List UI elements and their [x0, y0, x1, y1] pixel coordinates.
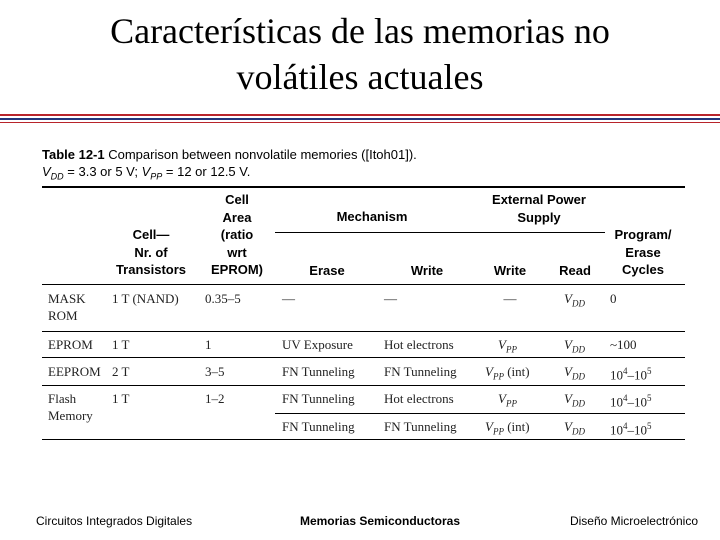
row-flash-supply-write: $V_{PP}$ — [498, 391, 517, 409]
caption-line-2: $V_{DD} = 3.3$ or 5 V; $V_{PP} = 12$ or 12.5 V. — [42, 164, 251, 182]
row-flash-erase: FN Tunneling — [282, 391, 355, 406]
row-flash2-supply-write: $V_{PP}$ (int) — [485, 419, 530, 437]
slide-title — [0, 8, 720, 100]
title-rule-blue — [0, 118, 720, 120]
row-eeprom-transistors: 2 T — [112, 364, 130, 379]
row-mask-rom-cycles: 0 — [610, 291, 617, 306]
row-flash-cycles: $10^4-10^5$ — [610, 393, 652, 410]
row-flash-write: Hot electrons — [384, 391, 454, 406]
title-rule-red-thin — [0, 122, 720, 123]
row-rule-3 — [42, 385, 685, 386]
row-eprom-erase: UV Exposure — [282, 337, 353, 352]
header-cell-transistors: Cell— Nr. of Transistors — [115, 227, 187, 277]
row-eprom-supply-read: $V_{DD}$ — [564, 337, 585, 355]
row-flash-area: 1–2 — [205, 391, 225, 406]
row-mask-rom-erase: — — [282, 291, 295, 306]
table-top-rule — [42, 186, 685, 188]
row-eeprom-cycles: $10^4-10^5$ — [610, 366, 652, 383]
header-write: Write — [410, 263, 444, 278]
row-mask-rom-type: MASK ROM — [48, 291, 86, 323]
row-eeprom-type: EEPROM — [48, 364, 101, 379]
table-caption — [42, 146, 682, 186]
header-external-power: External Power Supply — [492, 192, 586, 225]
header-program-erase: Program/ Erase Cycles — [614, 227, 672, 277]
header-supply-read: Read — [559, 263, 591, 278]
table-bottom-rule — [42, 439, 685, 440]
footer-left: Circuitos Integrados Digitales — [36, 514, 193, 528]
row-rule-2 — [42, 357, 685, 358]
row-flash2-write: FN Tunneling — [384, 419, 457, 434]
header-rule — [42, 284, 685, 285]
row-flash-transistors: 1 T — [112, 391, 130, 406]
footer-right: Diseño Microelectrónico — [569, 514, 698, 528]
row-mask-rom-transistors: 1 T (NAND) — [112, 291, 179, 306]
title-rule-red — [0, 114, 720, 116]
row-mask-rom-write: — — [384, 291, 397, 306]
row-eeprom-supply-write: $V_{PP}$ (int) — [485, 364, 530, 382]
row-flash2-cycles: $10^4-10^5$ — [610, 421, 652, 438]
header-cell-area: Cell Area (ratio wrt EPROM) — [211, 192, 263, 277]
footer-center: Memorias Semiconductoras — [299, 514, 461, 528]
row-eprom-transistors: 1 T — [112, 337, 130, 352]
row-eeprom-supply-read: $V_{DD}$ — [564, 364, 585, 382]
title-line-1: Características de las memorias no — [110, 11, 610, 51]
row-eeprom-write: FN Tunneling — [384, 364, 457, 379]
row-flash-supply-read: $V_{DD}$ — [564, 391, 585, 409]
header-mechanism: Mechanism — [336, 209, 408, 224]
comparison-table — [42, 186, 685, 440]
row-eeprom-area: 3–5 — [205, 364, 225, 379]
row-eprom-type: EPROM — [48, 337, 93, 352]
title-line-2: volátiles actuales — [236, 57, 484, 97]
row-flash-type: Flash Memory — [48, 391, 93, 423]
caption-text: Comparison between nonvolatile memories ([Itoh01]). — [104, 147, 417, 162]
row-eprom-write: Hot electrons — [384, 337, 454, 352]
row-mask-rom-supply-read: $V_{DD}$ — [564, 291, 585, 309]
caption-label: Table 12-1 — [42, 147, 105, 162]
row-eeprom-erase: FN Tunneling — [282, 364, 355, 379]
row-eprom-area: 1 — [205, 337, 212, 352]
row-rule-4 — [275, 413, 685, 414]
row-flash2-supply-read: $V_{DD}$ — [564, 419, 585, 437]
header-supply-write: Write — [493, 263, 527, 278]
mechanism-subrule — [275, 232, 605, 233]
row-eprom-supply-write: $V_{PP}$ — [498, 337, 517, 355]
header-erase: Erase — [309, 263, 345, 278]
row-mask-rom-area: 0.35–5 — [205, 291, 241, 306]
row-mask-rom-supply-write: — — [503, 291, 517, 306]
row-flash2-erase: FN Tunneling — [282, 419, 355, 434]
row-eprom-cycles: ~100 — [610, 337, 637, 352]
row-rule-1 — [42, 331, 685, 332]
